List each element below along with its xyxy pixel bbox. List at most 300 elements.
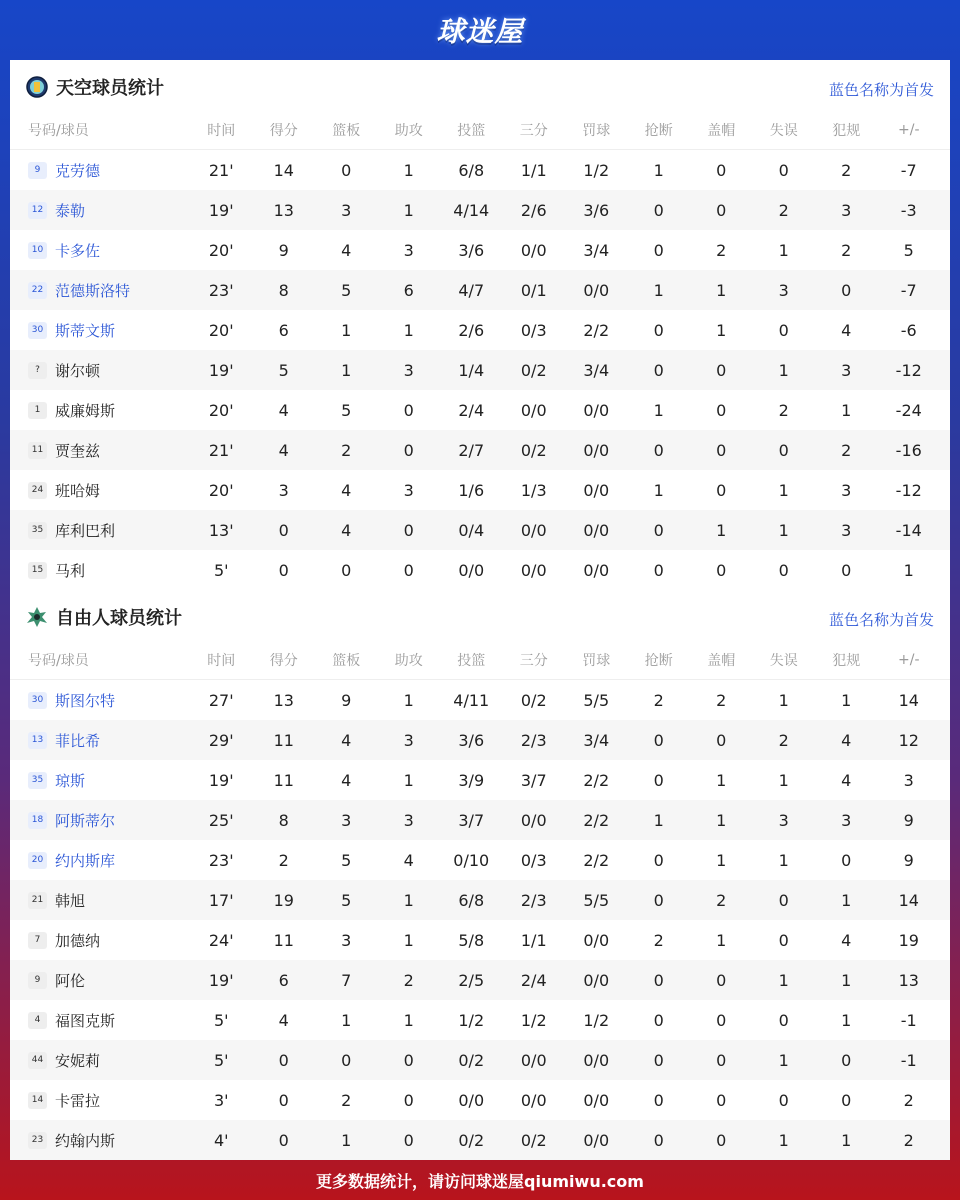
- stat-cell: 1: [841, 890, 852, 910]
- stat-cell: 8: [278, 280, 289, 300]
- stat-cell: 0: [653, 520, 664, 540]
- stat-cell: 0: [716, 480, 727, 500]
- stat-cell: 1: [841, 1130, 852, 1150]
- stat-cell: 19': [208, 360, 234, 380]
- player-row[interactable]: [10, 430, 950, 470]
- stat-cell: 2: [653, 930, 664, 950]
- stat-cell: -14: [895, 520, 922, 540]
- stat-cell: -7: [900, 280, 917, 300]
- stat-cell: 7: [341, 970, 352, 990]
- stat-cell: 1: [341, 320, 352, 340]
- player-name[interactable]: 马利: [55, 561, 86, 580]
- column-header[interactable]: 罚球: [582, 122, 611, 139]
- stat-cell: 0: [341, 560, 352, 580]
- stat-cell: 1: [653, 280, 664, 300]
- player-row[interactable]: [10, 760, 950, 800]
- stat-cell: 1: [341, 1010, 352, 1030]
- player-row[interactable]: [10, 350, 950, 390]
- player-cell: [10, 240, 190, 261]
- stat-cell: 0/0: [583, 970, 610, 990]
- stat-cell: 0: [653, 770, 664, 790]
- player-row[interactable]: [10, 270, 950, 310]
- stat-cell: 0: [716, 730, 727, 750]
- stat-cell: 0: [653, 970, 664, 990]
- stat-cell: 0: [278, 1050, 289, 1070]
- stat-cell: -12: [895, 480, 922, 500]
- column-header[interactable]: 投篮: [457, 652, 486, 669]
- player-row[interactable]: [10, 1080, 950, 1120]
- jersey-number: 30: [28, 692, 47, 709]
- stat-cell: 2/6: [520, 200, 547, 220]
- stat-cell: 4: [841, 770, 852, 790]
- stat-cell: 3: [341, 200, 352, 220]
- stat-cell: 1/2: [583, 1010, 610, 1030]
- stat-cell: 0: [653, 730, 664, 750]
- stat-cell: 1: [778, 970, 789, 990]
- stat-cell: 0: [841, 280, 852, 300]
- player-name[interactable]: 库利巴利: [55, 521, 116, 540]
- stat-cell: 4: [841, 730, 852, 750]
- player-cell: [10, 560, 190, 581]
- column-header[interactable]: 号码/球员: [28, 122, 89, 139]
- stat-cell: 3/7: [458, 810, 485, 830]
- stat-cell: 5/5: [583, 690, 610, 710]
- stat-cell: 3/9: [458, 770, 485, 790]
- column-header[interactable]: 篮板: [332, 652, 361, 669]
- footer-link[interactable]: 更多数据统计，请访问球迷屋qiumiwu.com: [316, 1171, 644, 1191]
- stat-cell: 19': [208, 770, 234, 790]
- stat-cell: 0/2: [458, 1050, 485, 1070]
- jersey-number: 9: [28, 972, 47, 989]
- player-row[interactable]: [10, 880, 950, 920]
- stat-cell: 3/4: [583, 730, 610, 750]
- stat-cell: 0/0: [520, 240, 547, 260]
- stat-cell: 3/6: [458, 240, 485, 260]
- stat-cell: 1: [653, 160, 664, 180]
- stat-cell: 0: [278, 560, 289, 580]
- stat-cell: 4/14: [453, 200, 490, 220]
- stat-cell: 2: [716, 690, 727, 710]
- sky-team-logo-icon: [26, 76, 48, 98]
- stat-cell: 2/2: [583, 770, 610, 790]
- stat-cell: 9: [903, 810, 914, 830]
- stat-cell: 0: [653, 360, 664, 380]
- stat-cell: 0: [403, 1050, 414, 1070]
- stat-cell: 1: [841, 400, 852, 420]
- stat-cell: 0/0: [583, 520, 610, 540]
- stat-cell: 0: [653, 560, 664, 580]
- jersey-number: 24: [28, 482, 47, 499]
- stat-cell: 0/0: [520, 560, 547, 580]
- stat-cell: 5: [341, 850, 352, 870]
- jersey-number: 1: [28, 402, 47, 419]
- stat-cell: 0: [716, 560, 727, 580]
- column-header[interactable]: 失误: [769, 652, 798, 669]
- player-cell: [10, 480, 190, 501]
- stat-cell: 1: [778, 1050, 789, 1070]
- stat-cell: 5': [213, 1010, 229, 1030]
- player-name[interactable]: 阿伦: [55, 971, 86, 990]
- stat-cell: 2: [841, 240, 852, 260]
- stat-cell: 0: [403, 520, 414, 540]
- stat-cell: 3/6: [583, 200, 610, 220]
- stat-cell: 0: [716, 970, 727, 990]
- jersey-number: 10: [28, 242, 47, 259]
- stat-cell: 0/0: [458, 1090, 485, 1110]
- stat-cell: 1/4: [458, 360, 485, 380]
- player-cell: [10, 690, 190, 711]
- column-header[interactable]: 助攻: [394, 122, 423, 139]
- jersey-number: 30: [28, 322, 47, 339]
- player-cell: [10, 360, 190, 381]
- stat-cell: 5': [213, 560, 229, 580]
- stat-cell: 1: [403, 890, 414, 910]
- stat-cell: 1: [841, 690, 852, 710]
- stat-cell: 0: [653, 1130, 664, 1150]
- stat-cell: 5: [278, 360, 289, 380]
- stat-cell: 4: [278, 400, 289, 420]
- stat-cell: 2/4: [520, 970, 547, 990]
- stat-cell: 0/2: [520, 360, 547, 380]
- stat-cell: -1: [900, 1050, 917, 1070]
- stat-cell: 2: [778, 400, 789, 420]
- player-name[interactable]: 安妮莉: [55, 1051, 101, 1070]
- stat-cell: 13': [208, 520, 234, 540]
- jersey-number: 21: [28, 892, 47, 909]
- column-header[interactable]: 犯规: [832, 652, 861, 669]
- player-name[interactable]: 约翰内斯: [55, 1131, 116, 1150]
- stat-cell: 24': [208, 930, 234, 950]
- stat-cell: 5: [341, 280, 352, 300]
- player-row[interactable]: [10, 470, 950, 510]
- stat-cell: 19: [273, 890, 294, 910]
- stat-cell: 1: [341, 360, 352, 380]
- stat-cell: 2: [341, 440, 352, 460]
- player-name[interactable]: 卡雷拉: [55, 1091, 101, 1110]
- stat-cell: 1: [778, 850, 789, 870]
- stat-cell: 2: [903, 1130, 914, 1150]
- stat-cell: 0: [653, 850, 664, 870]
- player-name[interactable]: 范德斯洛特: [55, 281, 131, 300]
- stat-cell: 6: [403, 280, 414, 300]
- stat-cell: 2/2: [583, 320, 610, 340]
- stats-panel: [10, 60, 950, 1160]
- player-name[interactable]: 斯图尔特: [55, 691, 116, 710]
- column-header[interactable]: +/-: [898, 121, 920, 138]
- column-header[interactable]: 抢断: [644, 122, 673, 139]
- stat-cell: 4: [341, 520, 352, 540]
- stat-cell: 0: [403, 1130, 414, 1150]
- stat-cell: 0: [778, 1010, 789, 1030]
- player-row[interactable]: [10, 190, 950, 230]
- player-cell: [10, 160, 190, 181]
- stat-cell: 0: [778, 1090, 789, 1110]
- stat-cell: 20': [208, 320, 234, 340]
- player-name[interactable]: 卡多佐: [55, 241, 101, 260]
- stat-cell: 0: [716, 1050, 727, 1070]
- stat-cell: 1/2: [458, 1010, 485, 1030]
- stat-cell: 27': [208, 690, 234, 710]
- jersey-number: 4: [28, 1012, 47, 1029]
- jersey-number: 18: [28, 812, 47, 829]
- stat-cell: 0/0: [583, 440, 610, 460]
- player-row[interactable]: [10, 720, 950, 760]
- column-header[interactable]: 犯规: [832, 122, 861, 139]
- column-header-row: [10, 640, 950, 680]
- stat-cell: 3: [341, 930, 352, 950]
- team-title: 天空球员统计: [56, 78, 164, 99]
- stat-cell: 0: [716, 1010, 727, 1030]
- jersey-number: 35: [28, 772, 47, 789]
- stat-cell: 0: [841, 560, 852, 580]
- player-cell: [10, 520, 190, 541]
- stat-cell: 1: [716, 770, 727, 790]
- player-row[interactable]: [10, 800, 950, 840]
- player-cell: [10, 1010, 190, 1031]
- stat-cell: 3: [841, 200, 852, 220]
- player-name[interactable]: 琼斯: [55, 771, 86, 790]
- stat-cell: 1: [841, 970, 852, 990]
- stat-cell: 0: [841, 1050, 852, 1070]
- starter-note: 蓝色名称为首发: [828, 81, 934, 99]
- stat-cell: 1: [778, 770, 789, 790]
- stat-cell: 0: [778, 560, 789, 580]
- player-row[interactable]: [10, 310, 950, 350]
- player-cell: [10, 810, 190, 831]
- player-row[interactable]: [10, 230, 950, 270]
- stat-cell: 0/3: [520, 320, 547, 340]
- stat-cell: 19': [208, 200, 234, 220]
- player-row[interactable]: [10, 1000, 950, 1040]
- stat-cell: 0: [778, 440, 789, 460]
- site-logo[interactable]: 球迷屋: [436, 15, 524, 48]
- stat-cell: 1/6: [458, 480, 485, 500]
- stat-cell: 1/1: [520, 930, 547, 950]
- team-header: [10, 60, 950, 110]
- column-header[interactable]: 号码/球员: [28, 652, 89, 669]
- stat-cell: 5/8: [458, 930, 485, 950]
- column-header[interactable]: +/-: [898, 651, 920, 668]
- player-row[interactable]: [10, 550, 950, 590]
- stat-cell: 4: [341, 480, 352, 500]
- player-name[interactable]: 菲比希: [55, 731, 101, 750]
- stat-cell: 3: [778, 810, 789, 830]
- player-name[interactable]: 泰勒: [55, 201, 86, 220]
- column-header[interactable]: 三分: [519, 122, 548, 139]
- stat-cell: 4: [841, 320, 852, 340]
- player-row[interactable]: [10, 150, 950, 190]
- player-name[interactable]: 克劳德: [55, 161, 101, 180]
- column-header[interactable]: 投篮: [457, 122, 486, 139]
- stat-cell: 1: [341, 1130, 352, 1150]
- column-header[interactable]: 罚球: [582, 652, 611, 669]
- player-row[interactable]: [10, 960, 950, 1000]
- stat-cell: 2/3: [520, 890, 547, 910]
- stat-cell: 4/11: [453, 690, 490, 710]
- stat-cell: -6: [900, 320, 917, 340]
- stat-cell: 2: [778, 730, 789, 750]
- stat-cell: 0: [341, 160, 352, 180]
- player-name[interactable]: 阿斯蒂尔: [55, 811, 116, 830]
- jersey-number: 9: [28, 162, 47, 179]
- stat-cell: 2: [841, 160, 852, 180]
- stat-cell: -3: [900, 200, 917, 220]
- stat-cell: 4: [341, 240, 352, 260]
- stat-cell: 3: [403, 810, 414, 830]
- stat-cell: 0: [278, 1130, 289, 1150]
- stat-cell: 6: [278, 970, 289, 990]
- player-cell: [10, 890, 190, 911]
- stat-cell: 2/4: [458, 400, 485, 420]
- stat-cell: 0: [653, 1090, 664, 1110]
- stat-cell: 1: [403, 690, 414, 710]
- stat-cell: 0/0: [520, 810, 547, 830]
- stat-cell: 1: [716, 810, 727, 830]
- stat-cell: 13: [273, 200, 294, 220]
- player-name[interactable]: 加德纳: [55, 931, 101, 950]
- player-cell: [10, 930, 190, 951]
- column-header[interactable]: 得分: [269, 652, 298, 669]
- player-row[interactable]: [10, 1040, 950, 1080]
- stat-cell: 9: [278, 240, 289, 260]
- column-header[interactable]: 失误: [769, 122, 798, 139]
- stat-cell: 0: [778, 890, 789, 910]
- stat-cell: 2/5: [458, 970, 485, 990]
- stat-cell: 0/0: [520, 400, 547, 420]
- player-name[interactable]: 福图克斯: [55, 1011, 116, 1030]
- stat-cell: 4': [213, 1130, 229, 1150]
- stat-cell: 1: [403, 160, 414, 180]
- column-header[interactable]: 三分: [519, 652, 548, 669]
- jersey-number: 7: [28, 932, 47, 949]
- team-title: 自由人球员统计: [56, 608, 182, 629]
- jersey-number: 12: [28, 202, 47, 219]
- player-row[interactable]: [10, 920, 950, 960]
- stat-cell: 4: [278, 1010, 289, 1030]
- stat-cell: 0/0: [583, 560, 610, 580]
- player-name[interactable]: 约内斯库: [55, 851, 116, 870]
- stat-cell: 13: [898, 970, 919, 990]
- stat-cell: 1: [403, 320, 414, 340]
- player-name[interactable]: 班哈姆: [55, 481, 101, 500]
- player-cell: [10, 200, 190, 221]
- stat-cell: 19: [898, 930, 919, 950]
- stat-cell: 0: [778, 160, 789, 180]
- stat-cell: 19': [208, 970, 234, 990]
- stat-cell: 1/1: [520, 160, 547, 180]
- stat-cell: 0: [653, 1050, 664, 1070]
- player-row[interactable]: [10, 510, 950, 550]
- stat-cell: 2/6: [458, 320, 485, 340]
- stat-cell: 14: [898, 690, 919, 710]
- stat-cell: 11: [273, 770, 294, 790]
- stat-cell: 5/5: [583, 890, 610, 910]
- column-header[interactable]: 时间: [207, 122, 236, 139]
- stat-cell: 1/2: [583, 160, 610, 180]
- player-name[interactable]: 斯蒂文斯: [55, 321, 116, 340]
- stat-cell: 8: [278, 810, 289, 830]
- stat-cell: 0: [278, 520, 289, 540]
- player-name[interactable]: 韩旭: [55, 891, 86, 910]
- stat-cell: 1: [653, 400, 664, 420]
- column-header[interactable]: 时间: [207, 652, 236, 669]
- player-cell: [10, 320, 190, 341]
- stat-cell: 3: [841, 810, 852, 830]
- player-row[interactable]: [10, 390, 950, 430]
- team-section-liberty: [10, 590, 950, 1160]
- stat-cell: 0/0: [583, 480, 610, 500]
- stat-cell: 4: [341, 770, 352, 790]
- stat-cell: 6/8: [458, 160, 485, 180]
- column-header[interactable]: 得分: [269, 122, 298, 139]
- stat-cell: 2: [841, 440, 852, 460]
- player-cell: [10, 440, 190, 461]
- column-header[interactable]: 盖帽: [707, 122, 736, 139]
- jersey-number: 22: [28, 282, 47, 299]
- column-header[interactable]: 抢断: [644, 652, 673, 669]
- stat-cell: 1: [778, 240, 789, 260]
- stat-cell: 3: [403, 360, 414, 380]
- stat-cell: 3: [403, 240, 414, 260]
- stat-cell: 0/2: [458, 1130, 485, 1150]
- stat-cell: 1: [716, 320, 727, 340]
- stat-cell: 6: [278, 320, 289, 340]
- stat-cell: 12: [898, 730, 919, 750]
- stat-cell: 3/4: [583, 360, 610, 380]
- column-header[interactable]: 篮板: [332, 122, 361, 139]
- jersey-number: 35: [28, 522, 47, 539]
- liberty-team-logo-icon: [26, 606, 48, 628]
- stat-cell: 4: [841, 930, 852, 950]
- player-name[interactable]: 威廉姆斯: [55, 401, 116, 420]
- stat-cell: 9: [341, 690, 352, 710]
- stat-cell: 0/0: [520, 1050, 547, 1070]
- stat-cell: 0: [653, 890, 664, 910]
- stat-cell: 0/4: [458, 520, 485, 540]
- jersey-number: ?: [28, 362, 47, 379]
- stat-cell: 1: [716, 520, 727, 540]
- stat-cell: 0: [341, 1050, 352, 1070]
- stat-cell: -7: [900, 160, 917, 180]
- stat-cell: 2: [653, 690, 664, 710]
- player-cell: [10, 400, 190, 421]
- stat-cell: 2/2: [583, 810, 610, 830]
- stat-cell: 1: [653, 810, 664, 830]
- stat-cell: 2/7: [458, 440, 485, 460]
- player-row[interactable]: [10, 680, 950, 720]
- player-cell: [10, 1090, 190, 1111]
- stat-cell: 4: [278, 440, 289, 460]
- stat-cell: 5: [341, 400, 352, 420]
- stat-cell: 0/0: [583, 1050, 610, 1070]
- stat-cell: 5: [341, 890, 352, 910]
- stat-cell: 0: [278, 1090, 289, 1110]
- player-name[interactable]: 谢尔顿: [55, 361, 101, 380]
- player-name[interactable]: 贾奎兹: [55, 441, 101, 460]
- stat-cell: 0: [841, 850, 852, 870]
- player-row[interactable]: [10, 840, 950, 880]
- starter-note: 蓝色名称为首发: [828, 611, 934, 629]
- player-row[interactable]: [10, 1120, 950, 1160]
- jersey-number: 44: [28, 1052, 47, 1069]
- stat-cell: 0/2: [520, 1130, 547, 1150]
- column-header[interactable]: 助攻: [394, 652, 423, 669]
- stat-cell: 0: [653, 440, 664, 460]
- column-header[interactable]: 盖帽: [707, 652, 736, 669]
- stat-cell: 1/3: [520, 480, 547, 500]
- stat-cell: 3: [403, 730, 414, 750]
- stat-cell: 0/0: [583, 280, 610, 300]
